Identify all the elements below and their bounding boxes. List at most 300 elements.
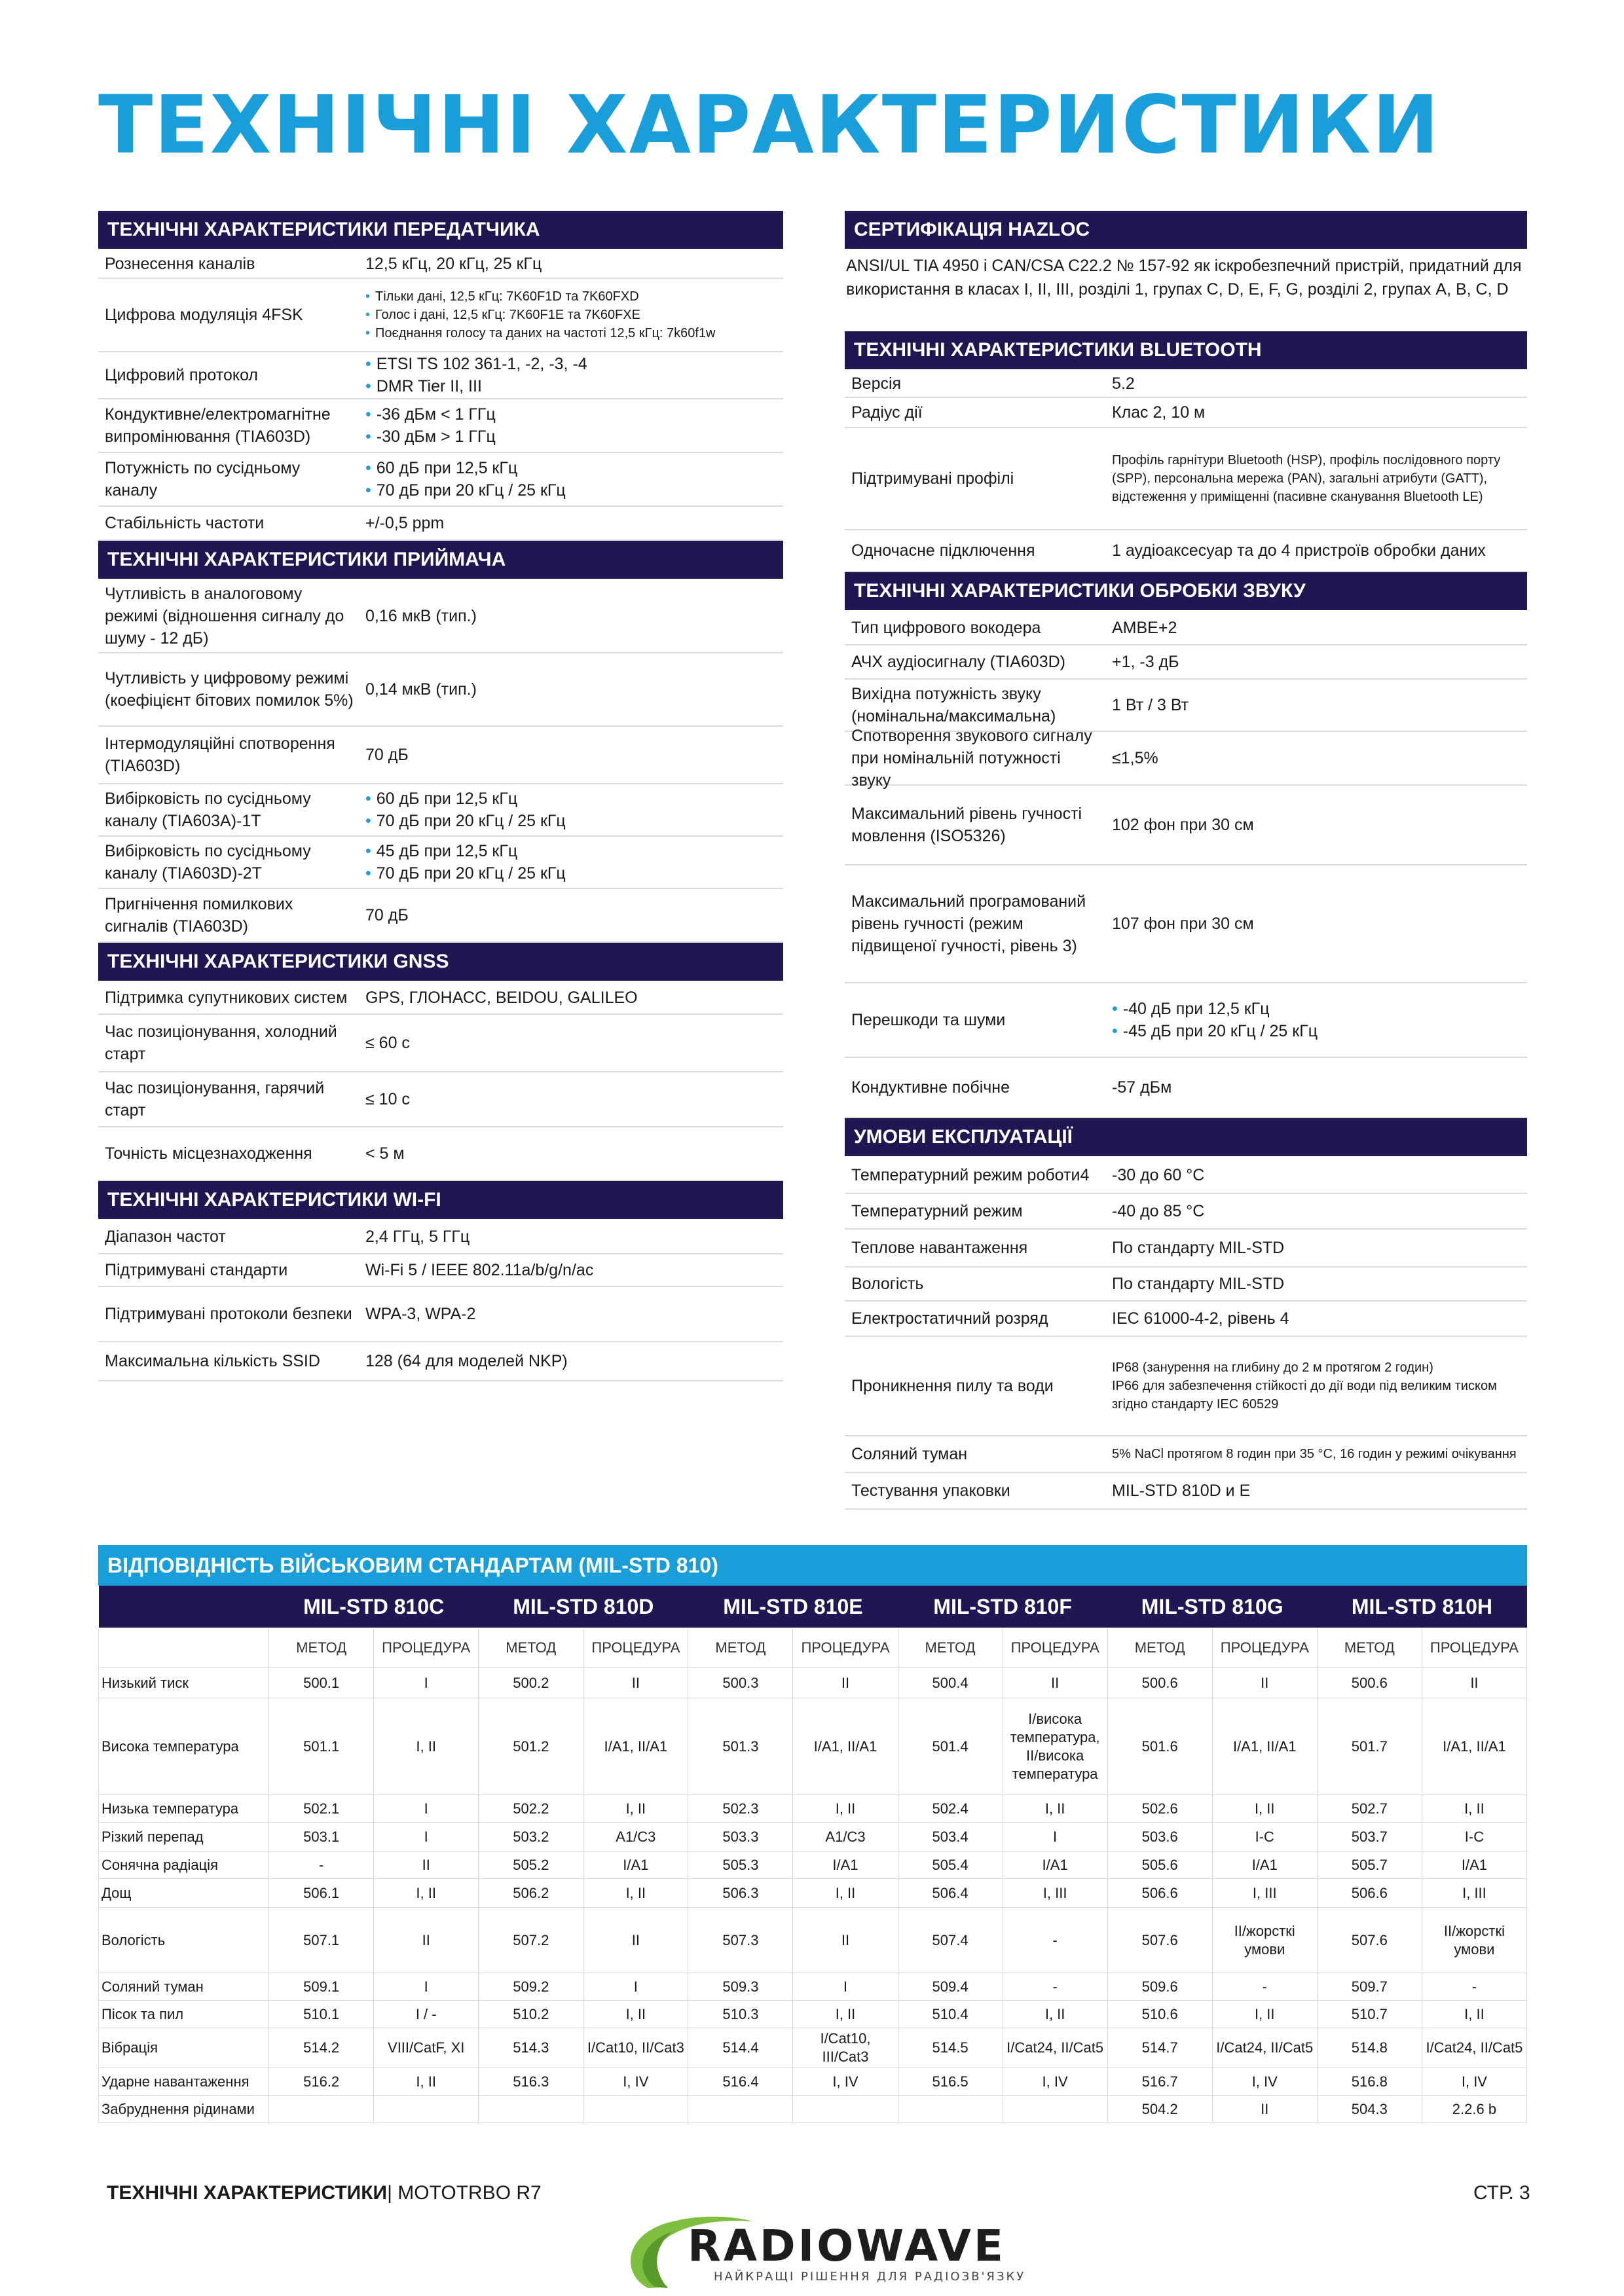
mil-standard-header: MIL-STD 810H bbox=[1317, 1586, 1526, 1628]
method-cell: 510.1 bbox=[269, 2001, 374, 2028]
method-cell: 505.4 bbox=[898, 1851, 1003, 1879]
spec-label: Максимальний програмований рівень гучності (режим підвищеної гучності, рівень 3) bbox=[851, 892, 1086, 955]
receiver-section bbox=[98, 541, 783, 943]
method-cell bbox=[479, 2096, 583, 2123]
spec-label: Підтримувані профілі bbox=[851, 469, 1014, 488]
procedure-header: ПРОЦЕДУРА bbox=[1003, 1628, 1107, 1668]
spec-row bbox=[845, 1337, 1527, 1436]
method-cell: 500.4 bbox=[898, 1668, 1003, 1698]
procedure-cell: I, II bbox=[374, 1698, 479, 1795]
spec-row bbox=[845, 371, 1527, 398]
procedure-cell: I, II bbox=[1212, 1795, 1317, 1823]
spec-value: ≤ 60 с bbox=[365, 1034, 410, 1052]
procedure-cell: I, IV bbox=[583, 2068, 688, 2096]
spec-value: Профіль гарнітури Bluetooth (HSP), профіль послідовного порту (SPP), персональна мережа (PAN), загальні атрибути (GATT), відстеження у приміщенні (пасивне сканування Bluetooth LE) bbox=[1112, 453, 1501, 504]
section-title: ТЕХНІЧНІ ХАРАКТЕРИСТИКИ ОБРОБКИ ЗВУКУ bbox=[845, 572, 1527, 610]
method-cell: 514.5 bbox=[898, 2028, 1003, 2068]
procedure-cell: I bbox=[374, 1668, 479, 1698]
spec-row bbox=[845, 1436, 1527, 1473]
table-row bbox=[99, 1973, 1527, 2001]
section-title: ТЕХНІЧНІ ХАРАКТЕРИСТИКИ ПЕРЕДАТЧИКА bbox=[98, 211, 783, 249]
method-cell: 500.6 bbox=[1107, 1668, 1212, 1698]
procedure-cell: II bbox=[793, 1908, 898, 1973]
spec-value: 70 дБ bbox=[365, 746, 409, 764]
spec-value: MIL-STD 810D и E bbox=[1112, 1482, 1251, 1500]
spec-label: Чутливість у цифровому режимі (коефіцієнт бітових помилок 5%) bbox=[105, 669, 354, 710]
mil-std-table bbox=[98, 1586, 1527, 2123]
method-cell: 509.1 bbox=[269, 1973, 374, 2001]
test-name: Низький тиск bbox=[99, 1668, 269, 1698]
spec-value bbox=[360, 788, 783, 832]
procedure-cell bbox=[583, 2096, 688, 2123]
mil-standard-header: MIL-STD 810E bbox=[688, 1586, 898, 1628]
method-cell: 502.2 bbox=[479, 1795, 583, 1823]
spec-value: ≤1,5% bbox=[1112, 749, 1158, 767]
spec-value-item: • -40 дБ при 12,5 кГц bbox=[1112, 998, 1522, 1020]
procedure-cell: I/A1, II/A1 bbox=[793, 1698, 898, 1795]
spec-label: Стабільність частоти bbox=[105, 514, 265, 532]
spec-value: 70 дБ bbox=[365, 906, 409, 924]
test-name: Сонячна радіація bbox=[99, 1851, 269, 1879]
method-cell: 507.4 bbox=[898, 1908, 1003, 1973]
spec-label: Спотворення звукового сигналу при номінальній потужності звуку bbox=[851, 727, 1092, 790]
spec-label: Одночасне підключення bbox=[851, 541, 1035, 560]
method-header: МЕТОД bbox=[269, 1628, 374, 1668]
procedure-cell: I/A1 bbox=[1003, 1851, 1107, 1879]
spec-label: Інтермодуляційні спотворення (TIA603D) bbox=[105, 735, 335, 775]
procedure-cell: I, II bbox=[583, 1879, 688, 1908]
procedure-cell: II bbox=[374, 1851, 479, 1879]
spec-label: Цифровий протокол bbox=[105, 366, 259, 384]
method-cell: 504.3 bbox=[1317, 2096, 1422, 2123]
method-header: МЕТОД bbox=[479, 1628, 583, 1668]
section-title: ТЕХНІЧНІ ХАРАКТЕРИСТИКИ WI-FI bbox=[98, 1181, 783, 1219]
spec-row bbox=[98, 1220, 783, 1254]
spec-value: AMBE+2 bbox=[1112, 619, 1177, 637]
method-cell: 502.3 bbox=[688, 1795, 793, 1823]
table-row bbox=[99, 1668, 1527, 1698]
procedure-cell: I, II bbox=[793, 1879, 898, 1908]
spec-value: 0,14 мкВ (тип.) bbox=[365, 680, 477, 699]
footer-document-name bbox=[107, 2182, 542, 2204]
spec-row bbox=[845, 398, 1527, 428]
procedure-cell: I, II bbox=[793, 2001, 898, 2028]
spec-row bbox=[98, 1127, 783, 1181]
spec-row bbox=[98, 727, 783, 784]
procedure-cell: II bbox=[793, 1668, 898, 1698]
spec-value: 1 аудіоаксесуар та до 4 пристроїв обробки даних bbox=[1112, 541, 1486, 560]
spec-label: Потужність по сусідньому каналу bbox=[105, 459, 301, 500]
table-row bbox=[99, 2001, 1527, 2028]
method-cell bbox=[898, 2096, 1003, 2123]
procedure-cell: II bbox=[583, 1908, 688, 1973]
spec-label: Максимальний рівень гучності мовлення (ISO5326) bbox=[851, 805, 1082, 845]
page-number: СТР. 3 bbox=[1473, 2182, 1530, 2204]
spec-value-item: • -45 дБ при 20 кГц / 25 кГц bbox=[1112, 1020, 1522, 1042]
spec-label: Електростатичний розряд bbox=[851, 1309, 1048, 1328]
method-cell: 501.1 bbox=[269, 1698, 374, 1795]
procedure-cell: I/A1 bbox=[1212, 1851, 1317, 1879]
method-cell: 509.4 bbox=[898, 1973, 1003, 2001]
hazloc-text: ANSI/UL TIA 4950 і CAN/CSA C22.2 № 157-92 як іскробезпечний пристрій, придатний для використання в класах I, II, III, розділі 1, групах C, D, E, F, G, розділі 2, групах A, B, C, D bbox=[846, 257, 1522, 299]
procedure-cell: I, II bbox=[374, 2068, 479, 2096]
procedure-cell: I, II bbox=[1422, 1795, 1526, 1823]
spec-value bbox=[1107, 998, 1527, 1042]
spec-value: 128 (64 для моделей NKP) bbox=[365, 1352, 568, 1370]
test-name: Низька температура bbox=[99, 1795, 269, 1823]
method-cell: 500.6 bbox=[1317, 1668, 1422, 1698]
method-cell: 505.7 bbox=[1317, 1851, 1422, 1879]
spec-value: +1, -3 дБ bbox=[1112, 653, 1179, 671]
spec-label: Чутливість в аналоговому режимі (відношення сигналу до шуму - 12 дБ) bbox=[105, 585, 344, 647]
test-name: Забруднення рідинами bbox=[99, 2096, 269, 2123]
procedure-header: ПРОЦЕДУРА bbox=[1422, 1628, 1526, 1668]
spec-value: 5% NaCl протягом 8 годин при 35 °C, 16 годин у режимі очікування bbox=[1112, 1447, 1517, 1461]
spec-value-item: • -30 дБм > 1 ГГц bbox=[365, 426, 778, 448]
procedure-cell: I-C bbox=[1422, 1823, 1526, 1851]
mil-standard-header: MIL-STD 810G bbox=[1107, 1586, 1317, 1628]
logo-tagline: НАЙКРАЩІ РІШЕННЯ ДЛЯ РАДІОЗВ'ЯЗКУ bbox=[714, 2270, 1026, 2284]
procedure-cell: I/A1 bbox=[793, 1851, 898, 1879]
table-row bbox=[99, 2028, 1527, 2068]
spec-row bbox=[98, 1287, 783, 1342]
method-cell: 510.4 bbox=[898, 2001, 1003, 2028]
procedure-cell: I, II bbox=[1422, 2001, 1526, 2028]
spec-row bbox=[98, 784, 783, 837]
method-cell: 501.2 bbox=[479, 1698, 583, 1795]
method-cell: 501.6 bbox=[1107, 1698, 1212, 1795]
procedure-cell: - bbox=[1003, 1908, 1107, 1973]
spec-label: Рознесення каналів bbox=[105, 255, 255, 273]
radiowave-logo bbox=[609, 2210, 1028, 2296]
spec-row bbox=[98, 279, 783, 352]
spec-value: GPS, ГЛОНАСС, BEIDOU, GALILEO bbox=[365, 989, 638, 1007]
method-cell: 503.1 bbox=[269, 1823, 374, 1851]
method-cell: 502.1 bbox=[269, 1795, 374, 1823]
mil-std-title: ВІДПОВІДНІСТЬ ВІЙСЬКОВИМ СТАНДАРТАМ (MIL-STD 810) bbox=[98, 1545, 1527, 1586]
method-cell: 509.3 bbox=[688, 1973, 793, 2001]
mil-std-section bbox=[98, 1545, 1527, 2123]
right-column bbox=[845, 211, 1527, 1510]
transmitter-section bbox=[98, 211, 783, 541]
method-header: МЕТОД bbox=[1107, 1628, 1212, 1668]
procedure-cell: I, III bbox=[1003, 1879, 1107, 1908]
table-row bbox=[99, 2096, 1527, 2123]
method-cell: 500.2 bbox=[479, 1668, 583, 1698]
method-cell: 507.6 bbox=[1317, 1908, 1422, 1973]
method-cell: 506.3 bbox=[688, 1879, 793, 1908]
spec-row bbox=[98, 507, 783, 541]
spec-row bbox=[845, 611, 1527, 646]
spec-row bbox=[98, 1015, 783, 1072]
spec-label: Максимальна кількість SSID bbox=[105, 1352, 320, 1370]
procedure-cell: I/A1, II/A1 bbox=[1212, 1698, 1317, 1795]
table-row bbox=[99, 1879, 1527, 1908]
spec-value-item: • Тільки дані, 12,5 кГц: 7K60F1D та 7K60FXD bbox=[365, 287, 778, 306]
spec-value: -40 до 85 °C bbox=[1112, 1202, 1205, 1220]
method-cell: 506.6 bbox=[1107, 1879, 1212, 1908]
spec-row bbox=[98, 352, 783, 399]
bluetooth-section bbox=[845, 331, 1527, 572]
section-title: ТЕХНІЧНІ ХАРАКТЕРИСТИКИ ПРИЙМАЧА bbox=[98, 541, 783, 579]
procedure-cell: I/Cat24, II/Cat5 bbox=[1003, 2028, 1107, 2068]
procedure-cell: I, II bbox=[583, 2001, 688, 2028]
procedure-cell: I, II bbox=[1003, 2001, 1107, 2028]
method-cell: 516.8 bbox=[1317, 2068, 1422, 2096]
spec-row bbox=[845, 1058, 1527, 1118]
spec-row bbox=[98, 982, 783, 1015]
test-name: Пісок та пил bbox=[99, 2001, 269, 2028]
mil-corner bbox=[99, 1586, 269, 1628]
spec-label: Температурний режим bbox=[851, 1202, 1023, 1220]
spec-row bbox=[845, 983, 1527, 1058]
spec-row bbox=[845, 1267, 1527, 1302]
method-cell: 516.5 bbox=[898, 2068, 1003, 2096]
hazloc-section bbox=[845, 211, 1527, 331]
procedure-cell: I, IV bbox=[1212, 2068, 1317, 2096]
spec-label: Підтримка супутникових систем bbox=[105, 989, 348, 1007]
test-name: Вібрація bbox=[99, 2028, 269, 2068]
spec-label: Вибірковість по сусідньому каналу (TIA603D)-2T bbox=[105, 842, 311, 883]
spec-value: Клас 2, 10 м bbox=[1112, 403, 1206, 422]
spec-value-item: • -36 дБм < 1 ГГц bbox=[365, 403, 778, 426]
procedure-cell bbox=[1003, 2096, 1107, 2123]
method-cell: - bbox=[269, 1851, 374, 1879]
method-cell: 514.8 bbox=[1317, 2028, 1422, 2068]
method-cell: 507.3 bbox=[688, 1908, 793, 1973]
spec-label: Кондуктивне/електромагнітне випромінювання (TIA603D) bbox=[105, 405, 331, 446]
procedure-header: ПРОЦЕДУРА bbox=[374, 1628, 479, 1668]
spec-label: Кондуктивне побічне bbox=[851, 1078, 1010, 1097]
spec-row bbox=[98, 837, 783, 889]
spec-value bbox=[360, 353, 783, 397]
table-row bbox=[99, 2068, 1527, 2096]
spec-value: IP68 (занурення на глибину до 2 м протягом 2 годин) IP66 для забезпечення стійкості до дії води під великим тиском згідно стандарту IEC 60529 bbox=[1112, 1360, 1497, 1412]
method-cell: 507.1 bbox=[269, 1908, 374, 1973]
spec-row bbox=[845, 680, 1527, 732]
procedure-header: ПРОЦЕДУРА bbox=[1212, 1628, 1317, 1668]
procedure-cell: - bbox=[1212, 1973, 1317, 2001]
method-cell: 500.1 bbox=[269, 1668, 374, 1698]
spec-label: Підтримувані протоколи безпеки bbox=[105, 1305, 352, 1323]
spec-value: Wi-Fi 5 / IEEE 802.11a/b/g/n/ac bbox=[365, 1261, 594, 1279]
spec-value: 0,16 мкВ (тип.) bbox=[365, 607, 477, 625]
procedure-cell bbox=[793, 2096, 898, 2123]
mil-standard-header: MIL-STD 810D bbox=[479, 1586, 688, 1628]
table-row bbox=[99, 1851, 1527, 1879]
method-cell: 502.6 bbox=[1107, 1795, 1212, 1823]
procedure-cell: II bbox=[1003, 1668, 1107, 1698]
spec-value: +/-0,5 ppm bbox=[365, 514, 445, 532]
audio-section bbox=[845, 572, 1527, 1118]
procedure-cell: I/Cat24, II/Cat5 bbox=[1422, 2028, 1526, 2068]
procedure-cell: II bbox=[1422, 1668, 1526, 1698]
procedure-cell: I, II bbox=[583, 1795, 688, 1823]
procedure-cell: 2.2.6 b bbox=[1422, 2096, 1526, 2123]
spec-value: IEC 61000-4-2, рівень 4 bbox=[1112, 1309, 1289, 1328]
method-cell: 509.7 bbox=[1317, 1973, 1422, 2001]
spec-row bbox=[98, 453, 783, 507]
procedure-cell: I/A1 bbox=[583, 1851, 688, 1879]
procedure-cell: I bbox=[1003, 1823, 1107, 1851]
spec-value bbox=[360, 403, 783, 448]
procedure-cell: I/A1, II/A1 bbox=[1422, 1698, 1526, 1795]
method-cell: 503.4 bbox=[898, 1823, 1003, 1851]
table-row bbox=[99, 1823, 1527, 1851]
procedure-cell: I, III bbox=[1212, 1879, 1317, 1908]
procedure-cell: - bbox=[1422, 1973, 1526, 2001]
method-cell: 505.2 bbox=[479, 1851, 583, 1879]
method-cell: 505.6 bbox=[1107, 1851, 1212, 1879]
method-cell: 510.7 bbox=[1317, 2001, 1422, 2028]
spec-value: -57 дБм bbox=[1112, 1078, 1172, 1097]
spec-row bbox=[845, 786, 1527, 866]
method-cell: 500.3 bbox=[688, 1668, 793, 1698]
spec-value: 102 фон при 30 см bbox=[1112, 816, 1254, 834]
procedure-cell: I/висока температура, II/висока температура bbox=[1003, 1698, 1107, 1795]
procedure-cell: I, IV bbox=[793, 2068, 898, 2096]
method-cell: 506.2 bbox=[479, 1879, 583, 1908]
spec-label: Радіус дії bbox=[851, 403, 923, 422]
left-column bbox=[98, 211, 783, 1381]
spec-value: По стандарту MIL-STD bbox=[1112, 1239, 1285, 1257]
spec-label: Точність місцезнаходження bbox=[105, 1144, 312, 1163]
spec-value: -30 до 60 °C bbox=[1112, 1166, 1205, 1184]
procedure-cell: I/A1, II/A1 bbox=[583, 1698, 688, 1795]
spec-value-item: • 70 дБ при 20 кГц / 25 кГц bbox=[365, 479, 778, 501]
spec-label: Вологість bbox=[851, 1275, 924, 1293]
spec-label: Тестування упаковки bbox=[851, 1482, 1010, 1500]
method-cell: 507.2 bbox=[479, 1908, 583, 1973]
spec-value bbox=[360, 287, 783, 342]
spec-row bbox=[845, 428, 1527, 530]
spec-row bbox=[98, 250, 783, 279]
method-cell: 510.2 bbox=[479, 2001, 583, 2028]
method-cell: 507.6 bbox=[1107, 1908, 1212, 1973]
spec-row bbox=[98, 1072, 783, 1127]
page-title: ТЕХНІЧНІ ХАРАКТЕРИСТИКИ bbox=[98, 79, 1441, 172]
spec-value-item: • Поєднання голосу та даних на частоті 12,5 кГц: 7k60f1w bbox=[365, 324, 778, 342]
procedure-cell: I bbox=[374, 1823, 479, 1851]
spec-label: Пригнічення помилкових сигналів (TIA603D) bbox=[105, 895, 293, 936]
spec-row bbox=[845, 1194, 1527, 1230]
method-cell: 514.7 bbox=[1107, 2028, 1212, 2068]
spec-value-item: • 70 дБ при 20 кГц / 25 кГц bbox=[365, 810, 778, 832]
spec-label: Час позиціонування, гарячий старт bbox=[105, 1079, 325, 1120]
spec-value: < 5 м bbox=[365, 1144, 405, 1163]
method-cell: 509.2 bbox=[479, 1973, 583, 2001]
procedure-cell: I bbox=[793, 1973, 898, 2001]
spec-value: WPA-3, WPA-2 bbox=[365, 1305, 476, 1323]
procedure-cell: I bbox=[374, 1795, 479, 1823]
method-cell: 514.4 bbox=[688, 2028, 793, 2068]
spec-value-item: • 70 дБ при 20 кГц / 25 кГц bbox=[365, 862, 778, 884]
spec-value-item: • 60 дБ при 12,5 кГц bbox=[365, 788, 778, 810]
spec-label: Вихідна потужність звуку (номінальна/максимальна) bbox=[851, 685, 1056, 725]
method-cell: 516.2 bbox=[269, 2068, 374, 2096]
spec-label: АЧХ аудіосигналу (TIA603D) bbox=[851, 653, 1065, 671]
method-cell: 510.3 bbox=[688, 2001, 793, 2028]
method-cell: 516.7 bbox=[1107, 2068, 1212, 2096]
procedure-cell bbox=[374, 2096, 479, 2123]
spec-row bbox=[98, 580, 783, 653]
table-row bbox=[99, 1698, 1527, 1795]
method-cell: 506.6 bbox=[1317, 1879, 1422, 1908]
spec-value bbox=[360, 457, 783, 501]
environment-section bbox=[845, 1118, 1527, 1510]
spec-value-item: • ETSI TS 102 361-1, -2, -3, -4 bbox=[365, 353, 778, 375]
method-cell: 506.1 bbox=[269, 1879, 374, 1908]
spec-label: Версія bbox=[851, 374, 902, 393]
spec-value bbox=[360, 840, 783, 884]
spec-value-item: • 60 дБ при 12,5 кГц bbox=[365, 457, 778, 479]
procedure-cell: I, II bbox=[1003, 1795, 1107, 1823]
section-title: УМОВИ ЕКСПЛУАТАЦІЇ bbox=[845, 1118, 1527, 1156]
test-name: Різкий перепад bbox=[99, 1823, 269, 1851]
spec-label: Проникнення пилу та води bbox=[851, 1377, 1054, 1395]
footer-model: | MOTOTRBO R7 bbox=[387, 2182, 542, 2204]
wifi-section bbox=[98, 1181, 783, 1381]
test-name: Соляний туман bbox=[99, 1973, 269, 2001]
spec-label: Вибірковість по сусідньому каналу (TIA603A)-1T bbox=[105, 790, 311, 830]
method-header: МЕТОД bbox=[1317, 1628, 1422, 1668]
procedure-cell: I bbox=[374, 1973, 479, 2001]
spec-label: Цифрова модуляція 4FSK bbox=[105, 306, 303, 324]
method-cell: 504.2 bbox=[1107, 2096, 1212, 2123]
procedure-cell: A1/C3 bbox=[583, 1823, 688, 1851]
spec-value-item: • 45 дБ при 12,5 кГц bbox=[365, 840, 778, 862]
procedure-cell: I, III bbox=[1422, 1879, 1526, 1908]
spec-value: 2,4 ГГц, 5 ГГц bbox=[365, 1228, 470, 1246]
method-cell: 501.4 bbox=[898, 1698, 1003, 1795]
procedure-cell: II bbox=[1212, 1668, 1317, 1698]
spec-label: Тип цифрового вокодера bbox=[851, 619, 1041, 637]
procedure-cell: I/Cat10, II/Cat3 bbox=[583, 2028, 688, 2068]
table-row bbox=[99, 1908, 1527, 1973]
method-cell: 501.7 bbox=[1317, 1698, 1422, 1795]
section-title: ТЕХНІЧНІ ХАРАКТЕРИСТИКИ GNSS bbox=[98, 943, 783, 981]
procedure-cell: I/Cat24, II/Cat5 bbox=[1212, 2028, 1317, 2068]
method-cell: 502.4 bbox=[898, 1795, 1003, 1823]
spec-value: 1 Вт / 3 Вт bbox=[1112, 696, 1189, 714]
table-row bbox=[99, 1795, 1527, 1823]
spec-value: 5.2 bbox=[1112, 374, 1135, 393]
spec-row bbox=[845, 646, 1527, 680]
method-cell: 509.6 bbox=[1107, 1973, 1212, 2001]
mil-standard-header: MIL-STD 810F bbox=[898, 1586, 1107, 1628]
method-cell: 510.6 bbox=[1107, 2001, 1212, 2028]
spec-row bbox=[845, 1473, 1527, 1510]
procedure-cell: II/жорсткі умови bbox=[1212, 1908, 1317, 1973]
spec-row bbox=[845, 1157, 1527, 1194]
procedure-cell: I, II bbox=[374, 1879, 479, 1908]
method-cell: 505.3 bbox=[688, 1851, 793, 1879]
method-cell: 502.7 bbox=[1317, 1795, 1422, 1823]
footer-title: ТЕХНІЧНІ ХАРАКТЕРИСТИКИ bbox=[107, 2182, 388, 2204]
gnss-section bbox=[98, 943, 783, 1181]
logo-wordmark: RADIOWAVE bbox=[688, 2221, 1006, 2271]
spec-label: Діапазон частот bbox=[105, 1228, 226, 1246]
method-header: МЕТОД bbox=[898, 1628, 1003, 1668]
mil-corner-sub bbox=[99, 1628, 269, 1668]
spec-row bbox=[845, 1230, 1527, 1267]
spec-label: Температурний режим роботи4 bbox=[851, 1166, 1090, 1184]
method-cell: 503.3 bbox=[688, 1823, 793, 1851]
spec-label: Теплове навантаження bbox=[851, 1239, 1028, 1257]
spec-value: 107 фон при 30 см bbox=[1112, 915, 1254, 933]
spec-row bbox=[845, 1302, 1527, 1337]
spec-row bbox=[98, 889, 783, 943]
